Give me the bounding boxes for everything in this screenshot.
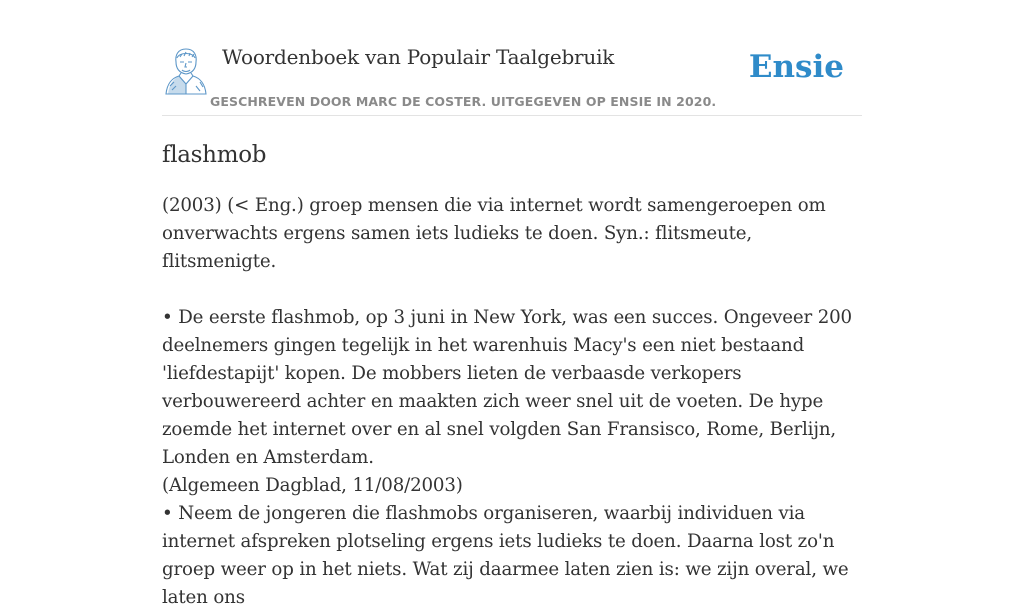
site-header: [162, 40, 862, 116]
author-portrait-icon: [164, 46, 208, 96]
site-title[interactable]: Woordenboek van Populair Taalgebruik: [222, 45, 615, 69]
entry-content: [162, 136, 862, 612]
entry-title: flashmob: [162, 142, 267, 168]
entry-quote: • Neem de jongeren die flashmobs organiseren, waarbij individuen via internet afspreken plotseling ergens iets ludieks te doen. Daarna lost zo'n groep weer op in het niets. Wat zij daarmee laten zien is: we zijn overal, we laten ons: [162, 503, 849, 608]
ensie-logo[interactable]: Ensie: [748, 49, 844, 85]
entry-definition: (2003) (< Eng.) groep mensen die via internet wordt samengeroepen om onverwachts ergens samen iets ludieks te doen. Syn.: flitsmeute, flitsmenigte.: [162, 195, 826, 272]
paragraph-spacer: [162, 276, 862, 304]
author-byline: GESCHREVEN DOOR MARC DE COSTER. UITGEGEVEN OP ENSIE IN 2020.: [210, 94, 717, 109]
entry-quote: • De eerste flashmob, op 3 juni in New York, was een succes. Ongeveer 200 deelnemers gingen tegelijk in het warenhuis Macy's een niet bestaand 'liefdestapijt' kopen. De mobbers lieten de verbaasde verkopers verbouwereerd achter en maakten zich weer snel uit de voeten. De hype zoemde het internet over en al snel volgden San Fransisco, Rome, Berlijn, Londen en Amsterdam.: [162, 307, 852, 468]
quote-source: (Algemeen Dagblad, 11/08/2003): [162, 475, 463, 496]
entry-body: [162, 192, 862, 612]
